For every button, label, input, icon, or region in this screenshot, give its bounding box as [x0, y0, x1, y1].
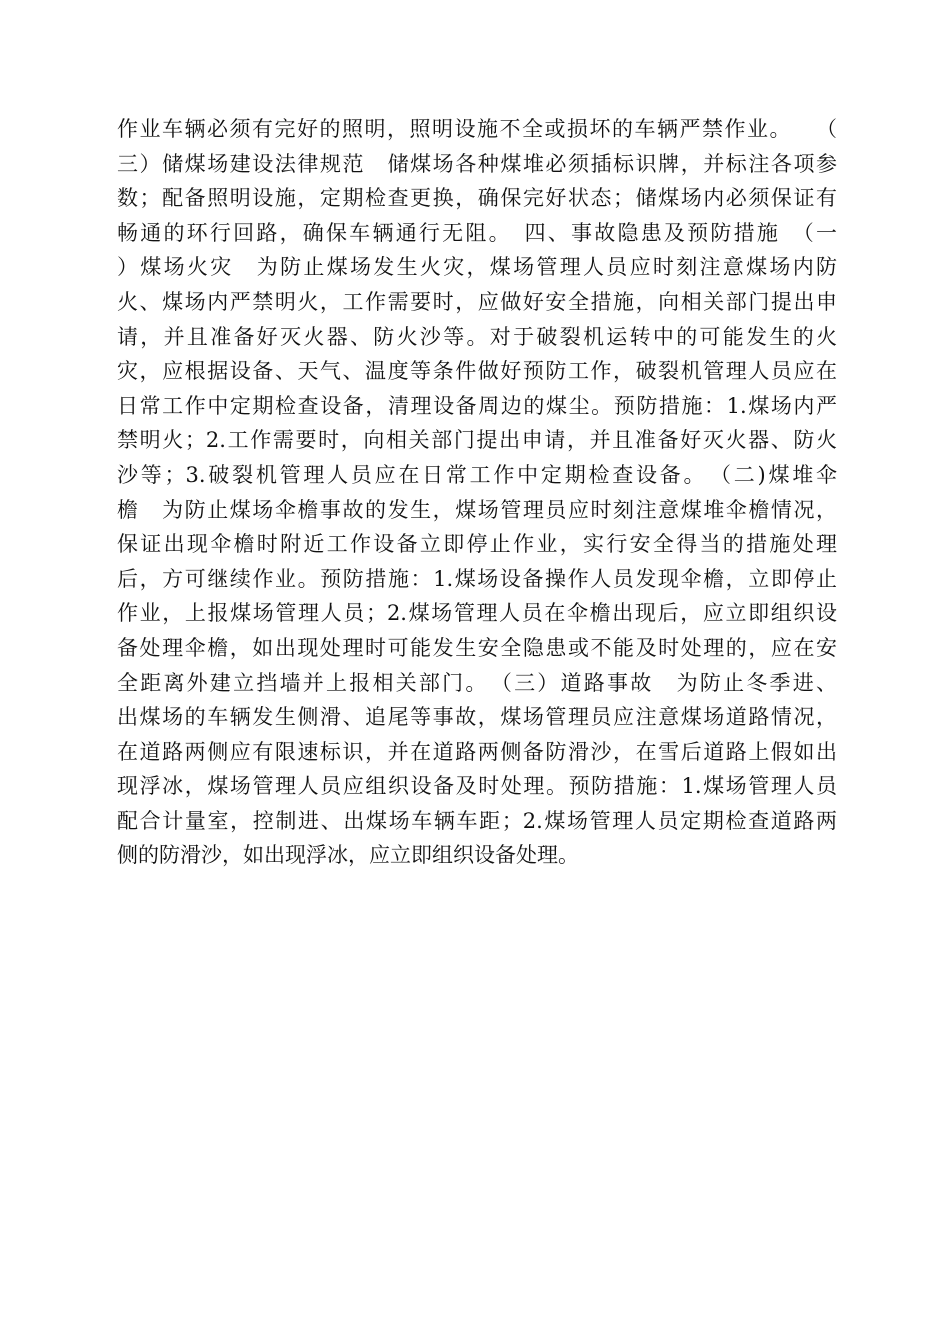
text-line: 沙等；3.破裂机管理人员应在日常工作中定期检查设备。 （二)煤堆伞: [117, 462, 837, 487]
text-line: 灾，应根据设备、天气、温度等条件做好预防工作，破裂机管理人员应在: [117, 359, 837, 384]
text-line: 作业，上报煤场管理人员；2.煤场管理人员在伞檐出现后，应立即组织设: [117, 601, 837, 626]
text-line: 出煤场的车辆发生侧滑、追尾等事故，煤场管理员应注意煤场道路情况，: [117, 705, 837, 730]
text-line: 日常工作中定期检查设备，清理设备周边的煤尘。预防措施：1.煤场内严: [117, 393, 837, 418]
body-text: [117, 112, 837, 873]
text-line: 檐 为防止煤场伞檐事故的发生，煤场管理员应时刻注意煤堆伞檐情况，: [117, 497, 837, 522]
text-line: 全距离外建立挡墙并上报相关部门。 （三）道路事故 为防止冬季进、: [117, 670, 837, 695]
text-line: 禁明火；2.工作需要时，向相关部门提出申请，并且准备好灭火器、防火: [117, 428, 837, 453]
text-line: 在道路两侧应有限速标识，并在道路两侧备防滑沙，在雪后道路上假如出: [117, 739, 837, 764]
text-line: 请，并且准备好灭火器、防火沙等。对于破裂机运转中的可能发生的火: [117, 324, 837, 349]
text-line: 畅通的环行回路，确保车辆通行无阻。 四、事故隐患及预防措施 （一: [117, 220, 837, 245]
text-line: 数；配备照明设施，定期检查更换，确保完好状态；储煤场内必须保证有: [117, 186, 837, 211]
text-line: 侧的防滑沙，如出现浮冰，应立即组织设备处理。: [117, 843, 579, 868]
text-line: ）煤场火灾 为防止煤场发生火灾，煤场管理人员应时刻注意煤场内防: [117, 255, 837, 280]
text-line: 三）储煤场建设法律规范 储煤场各种煤堆必须插标识牌，并标注各项参: [117, 151, 837, 176]
text-line: 保证出现伞檐时附近工作设备立即停止作业，实行安全得当的措施处理: [117, 532, 837, 557]
text-line: 后，方可继续作业。预防措施：1.煤场设备操作人员发现伞檐，立即停止: [117, 566, 837, 591]
text-line: 备处理伞檐，如出现处理时可能发生安全隐患或不能及时处理的，应在安: [117, 635, 837, 660]
text-line: 火、煤场内严禁明火，工作需要时，应做好安全措施，向相关部门提出申: [117, 289, 837, 314]
text-line: 现浮冰，煤场管理人员应组织设备及时处理。预防措施：1.煤场管理人员: [117, 774, 837, 799]
text-line: 作业车辆必须有完好的照明，照明设施不全或损坏的车辆严禁作业。 （: [117, 117, 837, 141]
text-line: 配合计量室，控制进、出煤场车辆车距；2.煤场管理人员定期检查道路两: [117, 808, 837, 833]
